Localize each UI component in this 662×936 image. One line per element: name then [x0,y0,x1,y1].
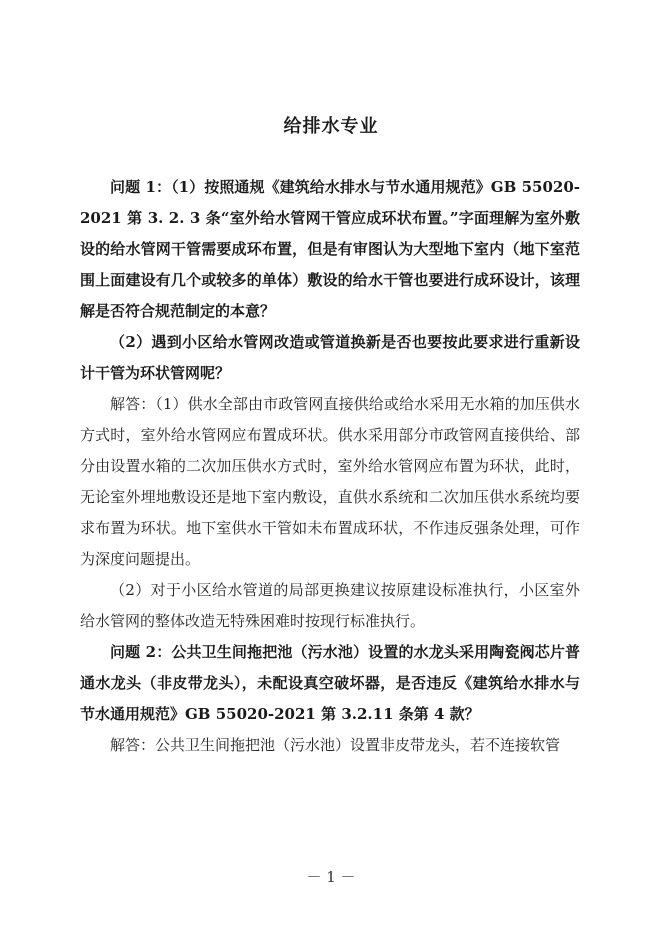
page-title: 给排水专业 [283,116,379,137]
question-1-part-1: 问题 1：（1）按照通规《建筑给水排水与节水通用规范》GB 55020-2021 第 3. 2. 3 条“室外给水管网干管应成环状布置。”字面理解为室外敷设的给水管网干管需要成环布置，但是有审图认为大型地下室内（地下室范围上面建设有几个或较多的单体）敷设的给水干管也要进行成环设计，该理解是否符合规范制定的本意？ [80,178,580,320]
answer-2: 解答：公共卫生间拖把池（污水池）设置非皮带龙头，若不连接软管 [110,736,561,754]
answer-1-part-2: （2）对于小区给水管道的局部更换建议按原建设标准执行，小区室外给水管网的整体改造无特殊困难时按现行标准执行。 [80,581,580,630]
page-number: － 1 － [306,868,356,886]
answer-1-part-1: 解答：（1）供水全部由市政管网直接供给或给水采用无水箱的加压供水方式时，室外给水管网应布置成环状。供水采用部分市政管网直接供给、部分由设置水箱的二次加压供水方式时，室外给水管网应布置为环状，此时，无论室外埋地敷设还是地下室内敷设，直供水系统和二次加压供水系统均要求布置为环状。地下室供水干管如未布置成环状，不作违反强条处理，可作为深度问题提出。 [80,395,580,568]
document-body [80,172,580,761]
question-2: 问题 2：公共卫生间拖把池（污水池）设置的水龙头采用陶瓷阀芯片普通水龙头（非皮带龙头），未配设真空破坏器，是否违反《建筑给水排水与节水通用规范》GB 55020-2021 第 3.2.11 条第 4 款？ [80,643,580,723]
question-1-part-2: （2）遇到小区给水管网改造或管道换新是否也要按此要求进行重新设计干管为环状管网呢？ [80,333,580,382]
